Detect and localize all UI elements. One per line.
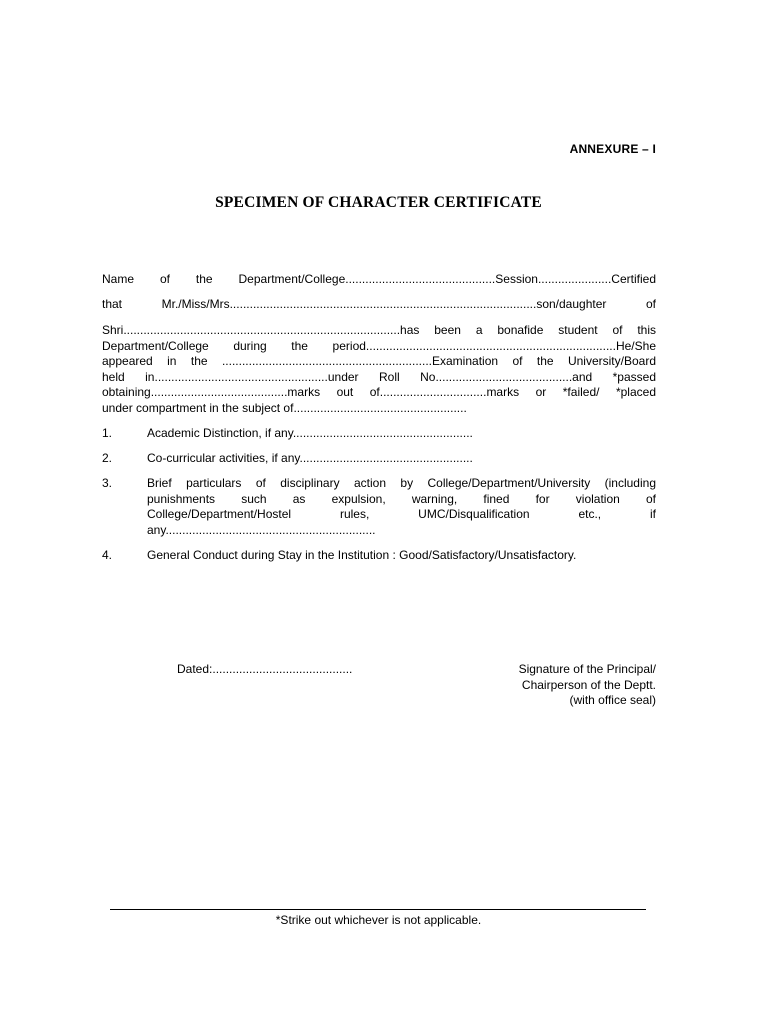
form-line-shri: Shri...................................................................................has been a bonafide student of this bbox=[102, 323, 656, 337]
form-line-roll-no: held in....................................................under Roll No.........................................and *passed bbox=[102, 369, 656, 384]
form-body-paragraph bbox=[102, 323, 656, 417]
footnote: *Strike out whichever is not applicable. bbox=[275, 913, 482, 927]
signature-line-chairperson: Chairperson of the Deptt. bbox=[521, 677, 656, 692]
list-item-text: punishments such as expulsion, warning, fined for violation of bbox=[147, 491, 656, 506]
list-item-text: Co-curricular activities, if any.................................................... bbox=[147, 451, 473, 465]
signature-line-principal: Signature of the Principal/ bbox=[518, 662, 656, 676]
form-line-department: Name of the Department/College.............................................Session......................Certified bbox=[102, 272, 656, 286]
signature-line-seal: (with office seal) bbox=[569, 693, 656, 708]
form-line-marks: obtaining.........................................marks out of................................marks or *failed/ *placed bbox=[102, 385, 656, 400]
form-line-examination: appeared in the ...............................................................Examination of the University/Board bbox=[102, 354, 656, 369]
list-item-text: Academic Distinction, if any...................................................... bbox=[147, 426, 473, 440]
form-line-period: Department/College during the period...........................................................................He/She bbox=[102, 338, 656, 353]
form-line-name: that Mr./Miss/Mrs............................................................................................son/daughter of bbox=[102, 297, 656, 311]
list-item-number: 4. bbox=[102, 548, 113, 562]
footnote-divider bbox=[110, 909, 646, 910]
list-item-text: College/Department/Hostel rules, UMC/Disqualification etc., if bbox=[147, 507, 656, 522]
list-item-number: 1. bbox=[102, 426, 113, 440]
annexure-label: ANNEXURE – I bbox=[569, 142, 656, 156]
list-item-number: 3. bbox=[102, 476, 113, 490]
form-line-compartment: under compartment in the subject of.................................................... bbox=[102, 400, 467, 415]
list-item-text: Brief particulars of disciplinary action by College/Department/University (including bbox=[147, 476, 656, 490]
signature-block bbox=[519, 662, 656, 709]
list-item-text: General Conduct during Stay in the Institution : Good/Satisfactory/Unsatisfactory. bbox=[147, 548, 577, 562]
list-item-number: 2. bbox=[102, 451, 113, 465]
dated-field: Dated:.......................................... bbox=[177, 662, 353, 676]
list-item-text: any............................................................... bbox=[147, 522, 376, 537]
certificate-title: SPECIMEN OF CHARACTER CERTIFICATE bbox=[215, 194, 542, 211]
